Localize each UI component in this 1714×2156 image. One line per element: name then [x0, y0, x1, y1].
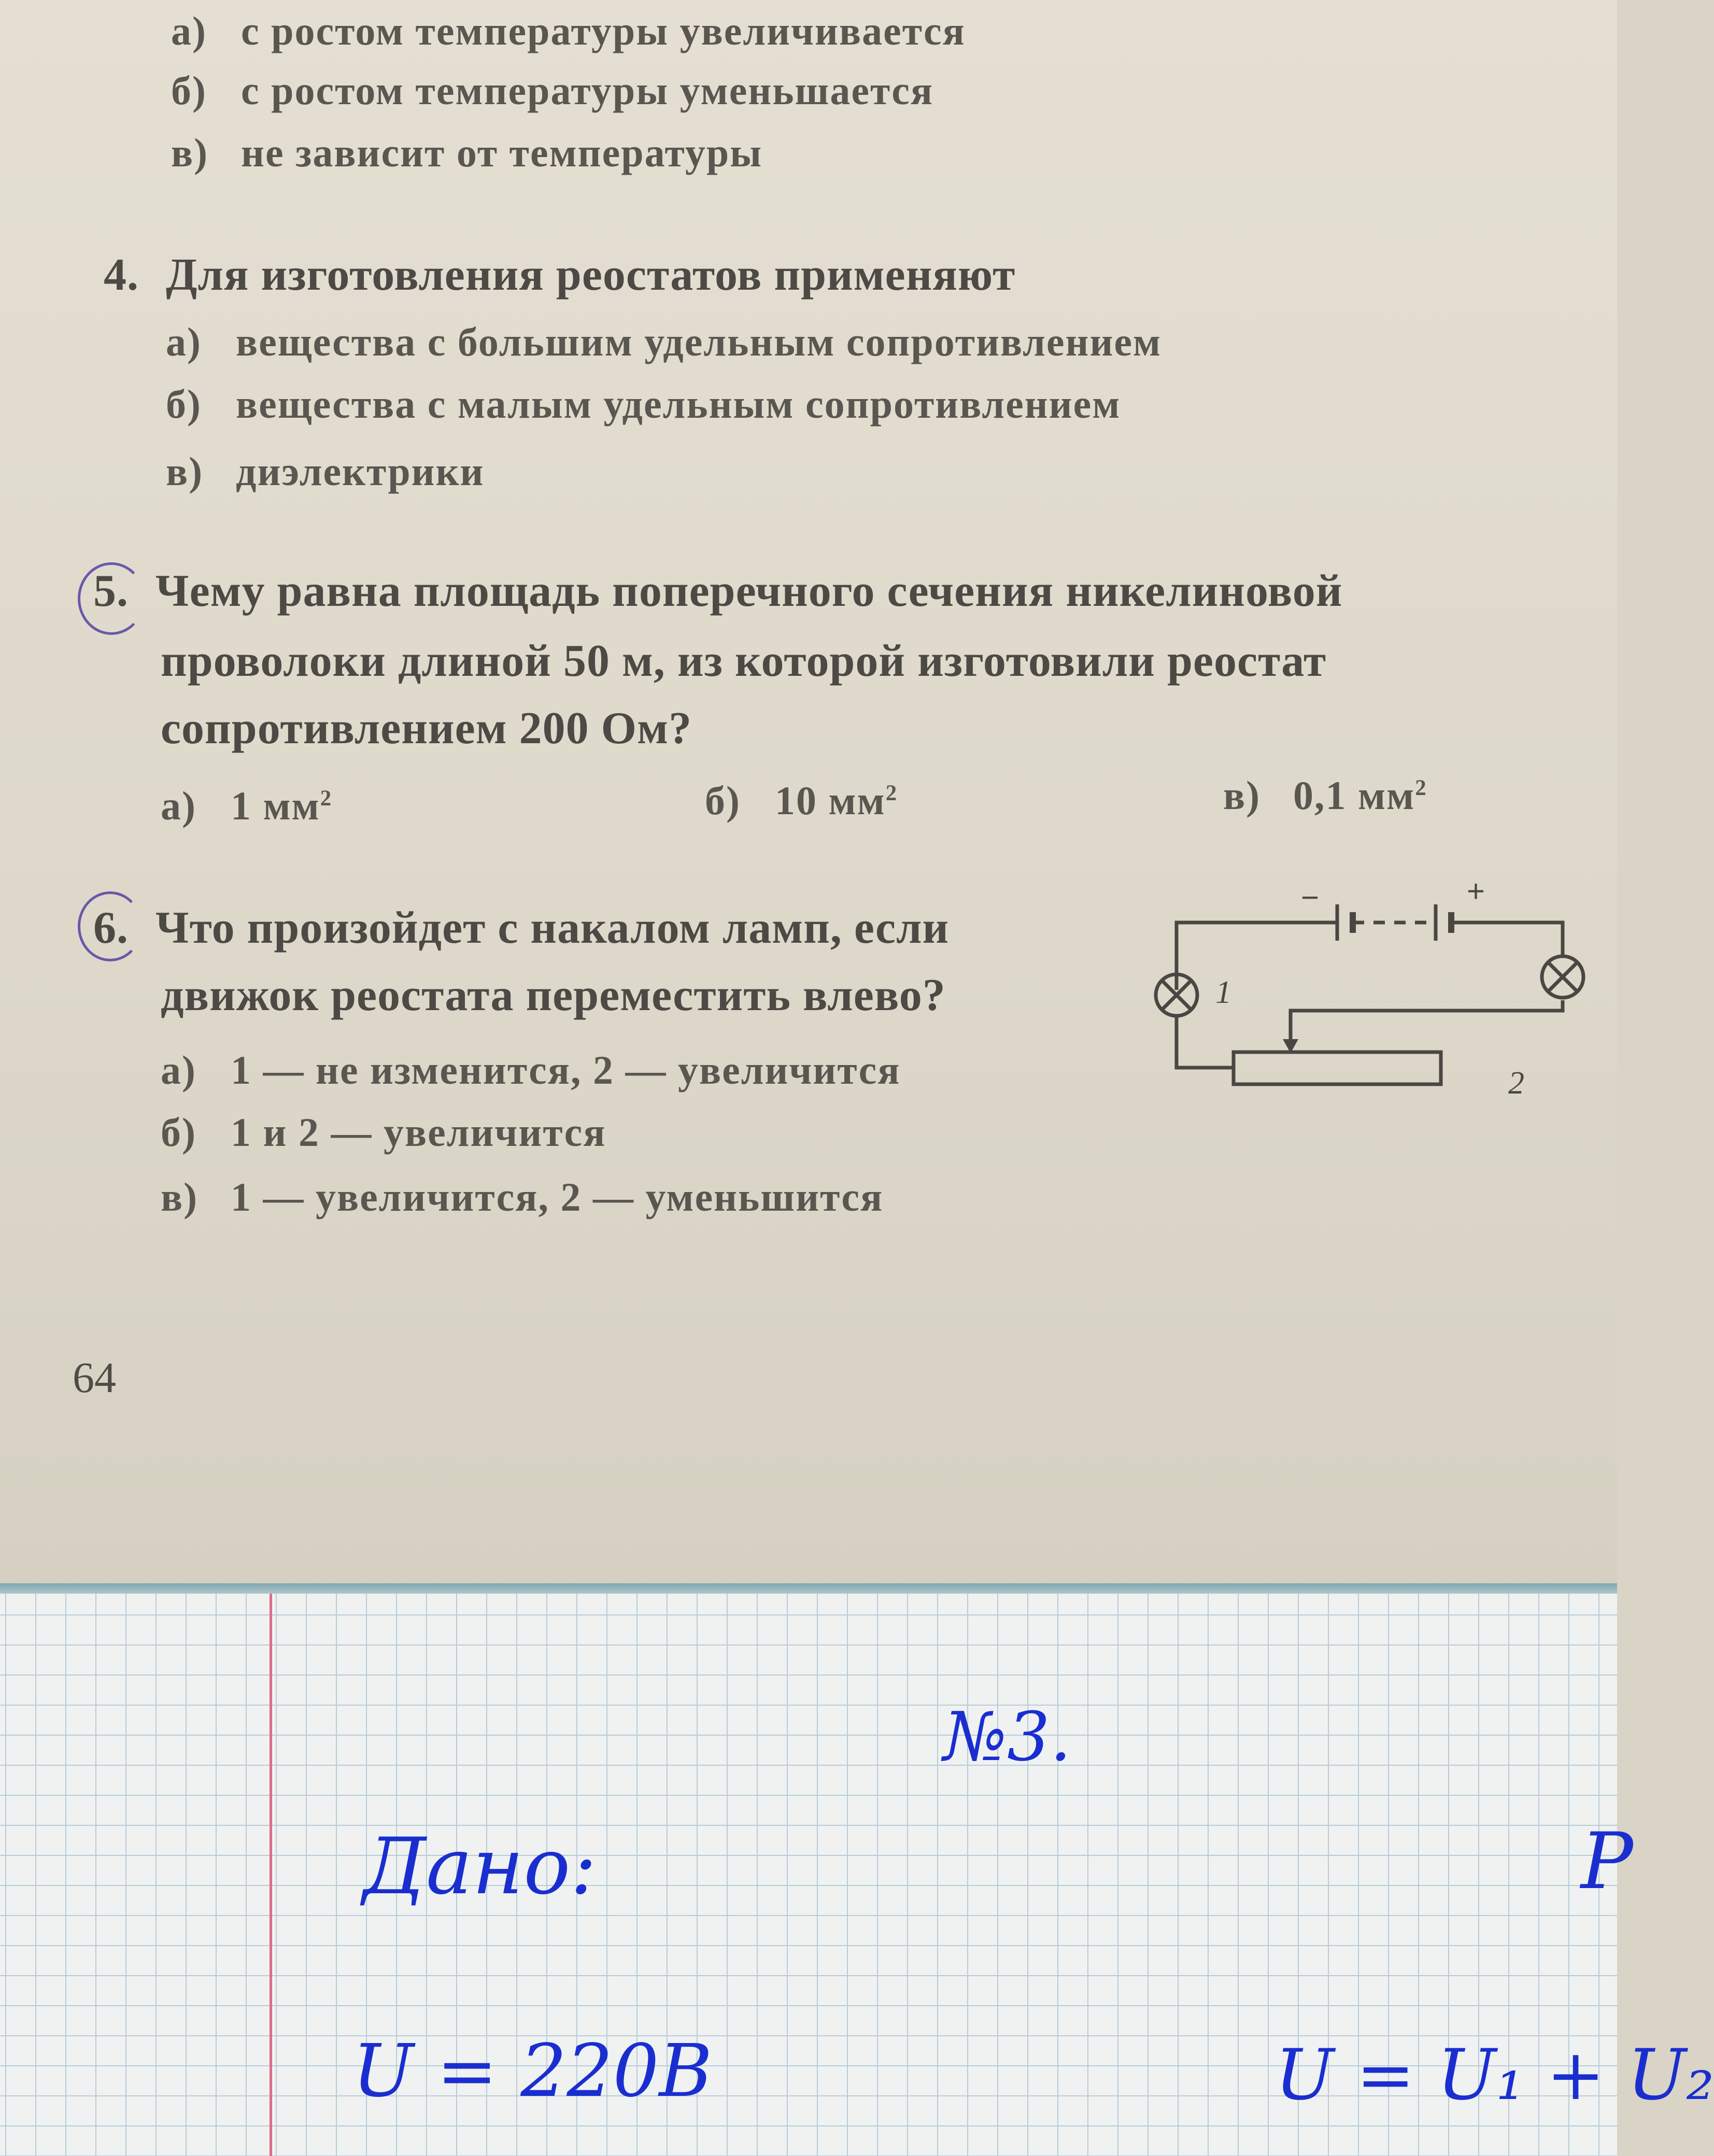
- q5-question-line-3: сопротивлением 200 Ом?: [161, 703, 692, 754]
- q5-option-b: б) 10 $мм^2$: [705, 778, 898, 823]
- handwritten-voltage-value: U = 220В: [352, 2029, 713, 2114]
- q5-option-c: в) 0,1 $мм^2$: [1223, 773, 1427, 818]
- q5-option-a: а) 1 $мм^2$: [161, 783, 333, 828]
- circuit-wire-top-left: [1177, 923, 1337, 990]
- notebook-sheet: [0, 1594, 1714, 2156]
- lamp-1-label: 1: [1215, 975, 1231, 1010]
- rheostat-body: [1234, 1052, 1441, 1084]
- q4-option-b: б) вещества с малым удельным сопротивлением: [166, 381, 1121, 427]
- page-number: 64: [73, 1354, 116, 1402]
- handwritten-given-label: Дано:: [363, 1822, 597, 1912]
- rheostat-slider-wire: [1291, 1000, 1563, 1042]
- q6-option-a: а) 1 — не изменится, 2 — увеличится: [161, 1047, 901, 1093]
- q4-option-a: а) вещества с большим удельным сопротивлением: [166, 319, 1162, 364]
- circuit-wire-top-right: [1451, 923, 1563, 956]
- circuit-wire-lamp1-rheostat: [1177, 1016, 1234, 1068]
- q4-question: 4. Для изготовления реостатов применяют: [104, 250, 1016, 300]
- handwritten-voltage-formula: U = U₁ + U₂: [1275, 2034, 1714, 2116]
- q6-option-c: в) 1 — увеличится, 2 — уменьшится: [161, 1174, 884, 1219]
- battery-plus-sign: +: [1467, 874, 1485, 909]
- lamp-2-label: 2: [1508, 1066, 1524, 1101]
- q3-option-c: в) не зависит от температуры: [171, 130, 763, 175]
- q6-question-line-2: движок реостата переместить влево?: [161, 970, 946, 1020]
- q5-question-line-2: проволоки длиной 50 м, из которой изготовили реостат: [161, 636, 1327, 686]
- battery-minus-sign: −: [1301, 880, 1320, 915]
- q3-option-b: б) с ростом температуры уменьшается: [171, 68, 934, 113]
- q6-question-line-1: 6. Что произойдет с накалом ламп, если: [93, 903, 950, 953]
- q6-circuit-diagram: [1125, 860, 1581, 1109]
- handwritten-edge-glyph: Р: [1581, 1817, 1633, 1907]
- handwritten-heading: №3.: [943, 1697, 1072, 1776]
- q6-option-b: б) 1 и 2 — увеличится: [161, 1110, 606, 1155]
- q3-option-a: а) с ростом температуры увеличивается: [171, 8, 966, 53]
- q5-question-line-1: 5. Чему равна площадь поперечного сечения никелиновой: [93, 566, 1343, 616]
- notebook-margin-line: [270, 1594, 272, 2156]
- q4-option-c: в) диэлектрики: [166, 449, 485, 494]
